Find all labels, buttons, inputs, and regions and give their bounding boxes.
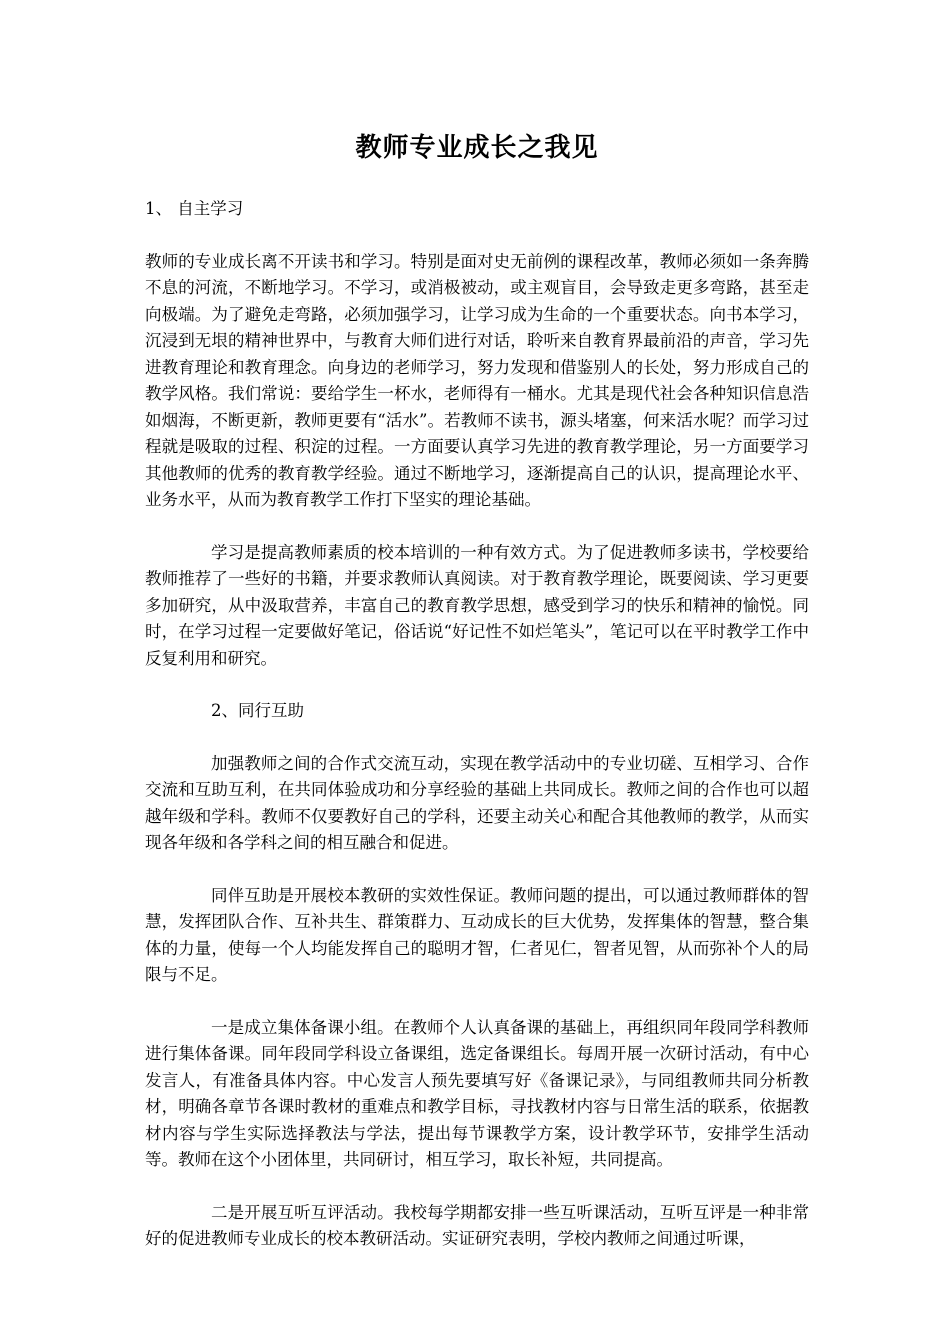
paragraph: 一是成立集体备课小组。在教师个人认真备课的基础上，再组织同年段同学科教师进行集体备课。同年段同学科设立备课组，选定备课组长。每周开展一次研讨活动，有中心发言人，有准备具体内容。中心发言人预先要填写好《备课记录》，与同组教师共同分析教材，明确各章节各课时教材的重难点和教学目标，寻找教材内容与日常生活的联系，依据教材内容与学生实际选择教法与学法，提出每节课教学方案，设计教学环节，安排学生活动等。教师在这个小团体里，共同研讨，相互学习，取长补短，共同提高。	[145, 1017, 809, 1169]
document-title: 教师专业成长之我见	[355, 133, 599, 163]
paragraph: 加强教师之间的合作式交流互动，实现在教学活动中的专业切磋、互相学习、合作交流和互助互利，在共同体验成功和分享经验的基础上共同成长。教师之间的合作也可以超越年级和学科。教师不仅要教好自己的学科，还要主动关心和配合其他教师的教学，从而实现各年级和各学科之间的相互融合和促进。	[145, 753, 809, 852]
paragraph: 学习是提高教师素质的校本培训的一种有效方式。为了促进教师多读书，学校要给教师推荐了一些好的书籍，并要求教师认真阅读。对于教育教学理论，既要阅读、学习更要多加研究，从中汲取营养，丰富自己的教育教学思想，感受到学习的快乐和精神的愉悦。同时，在学习过程一定要做好笔记，俗话说“好记性不如烂笔头”，笔记可以在平时教学工作中反复利用和研究。	[145, 542, 809, 668]
section-heading-peer-support: 2、同行互助	[211, 701, 304, 720]
paragraph: 教师的专业成长离不开读书和学习。特别是面对史无前例的课程改革，教师必须如一条奔腾不息的河流，不断地学习。不学习，或消极被动，或主观盲目，会导致走更多弯路，甚至走向极端。为了避免走弯路，必须加强学习，让学习成为生命的一个重要状态。向书本学习，沉浸到无垠的精神世界中，与教育大师们进行对话，聆听来自教育界最前沿的声音，学习先进教育理论和教育理念。向身边的老师学习，努力发现和借鉴别人的长处，努力形成自己的教学风格。我们常说：要给学生一杯水，老师得有一桶水。尤其是现代社会各种知识信息浩如烟海，不断更新，教师更要有“活水”。若教师不读书，源头堵塞，何来活水呢？而学习过程就是吸取的过程、积淀的过程。一方面要认真学习先进的教育教学理论，另一方面要学习其他教师的优秀的教育教学经验。通过不断地学习，逐渐提高自己的认识，提高理论水平、业务水平，从而为教育教学工作打下坚实的理论基础。	[145, 251, 809, 509]
paragraph: 二是开展互听互评活动。我校每学期都安排一些互听课活动，互听互评是一种非常好的促进教师专业成长的校本教研活动。实证研究表明，学校内教师之间通过听课，	[145, 1202, 809, 1248]
document-page	[145, 128, 809, 1253]
paragraph: 同伴互助是开展校本教研的实效性保证。教师问题的提出，可以通过教师群体的智慧，发挥团队合作、互补共生、群策群力、互动成长的巨大优势，发挥集体的智慧，整合集体的力量，使每一个人均能发挥自己的聪明才智，仁者见仁，智者见智，从而弥补个人的局限与不足。	[145, 885, 809, 984]
section-heading-self-study: 1、 自主学习	[145, 199, 244, 218]
